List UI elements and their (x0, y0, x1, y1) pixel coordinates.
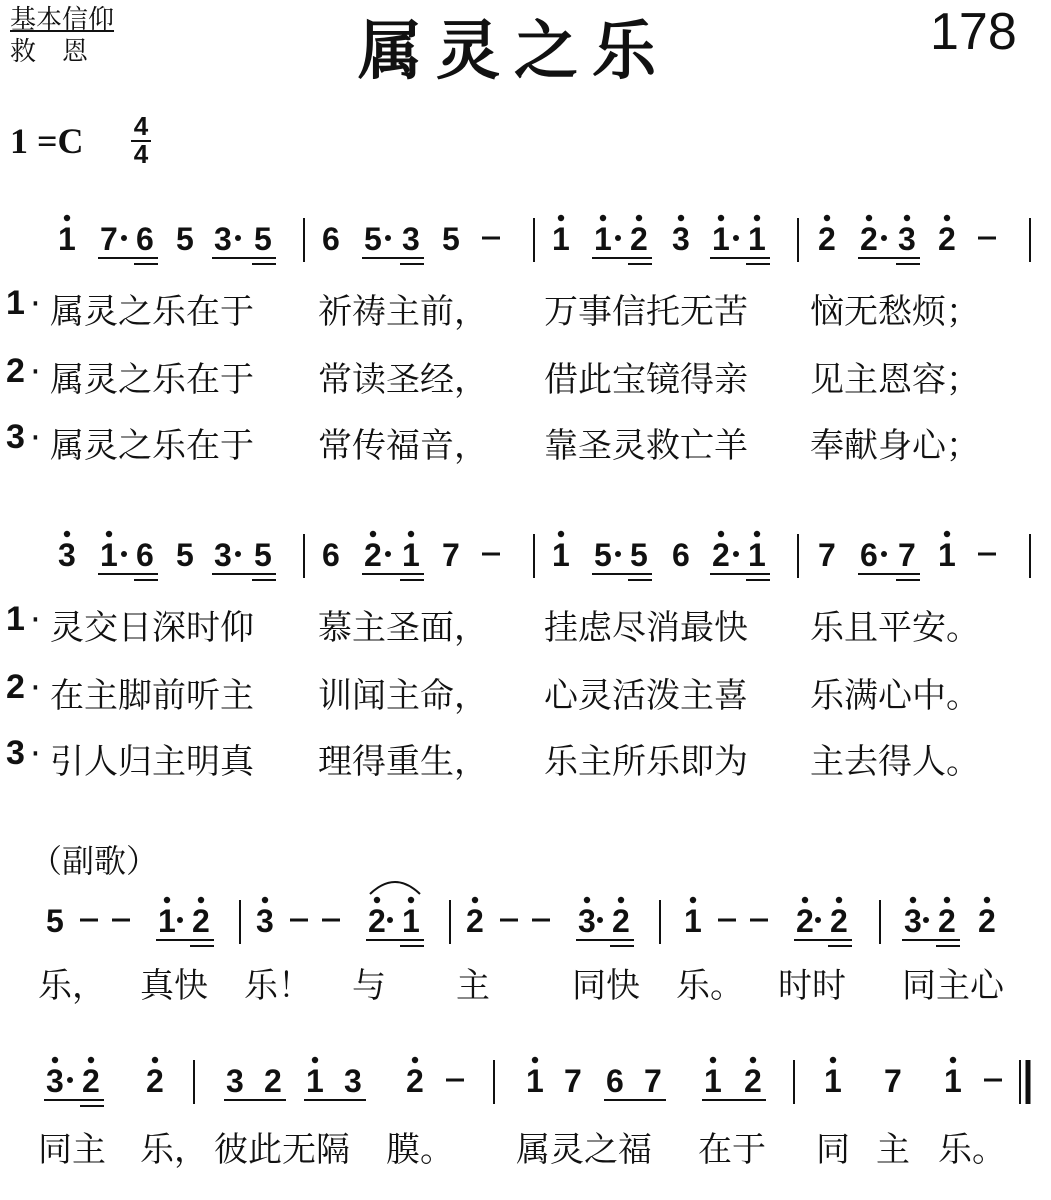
lyric-phrase: 见主恩容； (810, 360, 980, 400)
chorus-lyric: 在于 (698, 1130, 766, 1170)
note: 2 (368, 903, 386, 939)
verse-dot: · (30, 734, 41, 774)
octave-dot (944, 215, 950, 221)
augmentation-dot (733, 235, 739, 241)
lyric-phrase: 在主脚前听主 (50, 676, 254, 716)
verse-number: 3 (6, 418, 25, 456)
note: 3 (58, 537, 76, 573)
chorus-lyric: 主 (876, 1130, 910, 1170)
octave-dot (88, 1057, 94, 1063)
verse-number: 2 (6, 352, 25, 390)
note: 1 (306, 1063, 324, 1099)
note: 7 (100, 221, 118, 257)
octave-dot (750, 1057, 756, 1063)
hymn-number: 178 (930, 3, 1017, 61)
octave-dot (802, 897, 808, 903)
lyric-phrase: 奉献身心； (810, 426, 980, 466)
octave-dot (718, 531, 724, 537)
time-signature-bottom: 4 (133, 139, 149, 169)
lyric-phrase: 心灵活泼主喜 (544, 676, 748, 716)
note: 7 (898, 537, 916, 573)
lyric-phrase: 属灵之乐在于 (50, 292, 254, 332)
chorus-lyric: 同主心 (902, 966, 1004, 1006)
octave-dot (164, 897, 170, 903)
octave-dot (718, 215, 724, 221)
lyric-phrase: 引人归主明真 (50, 742, 254, 782)
octave-dot (950, 1057, 956, 1063)
note: 5 (594, 537, 612, 573)
time-signature-top: 4 (133, 111, 149, 141)
slur (370, 882, 420, 894)
key-signature: 1 =C (10, 121, 84, 161)
note: 6 (322, 221, 340, 257)
octave-dot (754, 531, 760, 537)
augmentation-dot (815, 917, 821, 923)
note: 5 (176, 537, 194, 573)
note: 3 (402, 221, 420, 257)
augmentation-dot (235, 235, 241, 241)
lyric-phrase: 乐且平安。 (810, 608, 980, 648)
note: 7 (818, 537, 836, 573)
chorus-lyric: 与 (352, 966, 386, 1006)
note: 1 (594, 221, 612, 257)
note: 1 (748, 221, 766, 257)
octave-dot (904, 215, 910, 221)
verse-dot: · (30, 284, 41, 324)
note: 2 (978, 903, 996, 939)
octave-dot (984, 897, 990, 903)
note: 5 (442, 221, 460, 257)
chorus-lyric: 膜。 (386, 1130, 454, 1170)
chorus-lyric: 彼此无隔 (214, 1130, 350, 1170)
augmentation-dot (733, 551, 739, 557)
note: 1 (58, 221, 76, 257)
octave-dot (690, 897, 696, 903)
note: 1 (158, 903, 176, 939)
note: 1 (552, 537, 570, 573)
octave-dot (64, 531, 70, 537)
octave-dot (618, 897, 624, 903)
note: 1 (552, 221, 570, 257)
category-label: 基本信仰 (10, 5, 115, 35)
note: 6 (136, 221, 154, 257)
note: 5 (46, 903, 64, 939)
lyric-phrase: 主去得人。 (810, 742, 980, 782)
octave-dot (754, 215, 760, 221)
lyric-phrase: 训闻主命， (318, 676, 488, 716)
octave-dot (944, 531, 950, 537)
verse-number: 1 (6, 600, 25, 638)
lyric-phrase: 靠圣灵救亡羊 (544, 426, 748, 466)
octave-dot (152, 1057, 158, 1063)
octave-dot (106, 531, 112, 537)
note: 1 (824, 1063, 842, 1099)
note: 3 (898, 221, 916, 257)
note: 3 (344, 1063, 362, 1099)
augmentation-dot (615, 551, 621, 557)
augmentation-dot (881, 551, 887, 557)
augmentation-dot (67, 1077, 73, 1083)
note: 2 (466, 903, 484, 939)
octave-dot (370, 531, 376, 537)
octave-dot (408, 531, 414, 537)
note: 2 (264, 1063, 282, 1099)
octave-dot (532, 1057, 538, 1063)
note: 3 (904, 903, 922, 939)
verse-number: 2 (6, 668, 25, 706)
augmentation-dot (235, 551, 241, 557)
note: 3 (672, 221, 690, 257)
note: 6 (860, 537, 878, 573)
note: 2 (630, 221, 648, 257)
note: 2 (612, 903, 630, 939)
chorus-lyric: 同快 (572, 966, 640, 1006)
note: 1 (526, 1063, 544, 1099)
note: 6 (136, 537, 154, 573)
verse-dot: · (30, 352, 41, 392)
chorus-lyric: 同 (816, 1130, 850, 1170)
octave-dot (558, 531, 564, 537)
augmentation-dot (387, 917, 393, 923)
note: 2 (830, 903, 848, 939)
note: 2 (796, 903, 814, 939)
note: 3 (214, 537, 232, 573)
octave-dot (636, 215, 642, 221)
octave-dot (910, 897, 916, 903)
verse-dot: · (30, 418, 41, 458)
augmentation-dot (121, 551, 127, 557)
note: 2 (82, 1063, 100, 1099)
note: 3 (226, 1063, 244, 1099)
note: 5 (364, 221, 382, 257)
octave-dot (558, 215, 564, 221)
note: 2 (860, 221, 878, 257)
octave-dot (262, 897, 268, 903)
chorus-lyric: 主 (456, 966, 490, 1006)
note: 2 (744, 1063, 762, 1099)
octave-dot (472, 897, 478, 903)
chorus-lyric: 乐， (140, 1130, 208, 1170)
lyric-phrase: 灵交日深时仰 (50, 608, 254, 648)
note: 2 (938, 903, 956, 939)
note: 3 (214, 221, 232, 257)
note: 5 (630, 537, 648, 573)
augmentation-dot (615, 235, 621, 241)
octave-dot (600, 215, 606, 221)
chorus-lyric: 真快 (140, 966, 208, 1006)
chorus-lyric: 同主 (38, 1130, 106, 1170)
note: 2 (938, 221, 956, 257)
verse-number: 1 (6, 284, 25, 322)
note: 2 (192, 903, 210, 939)
lyric-phrase: 祈祷主前， (318, 292, 488, 332)
chorus-lyric: 乐。 (676, 966, 744, 1006)
note: 1 (944, 1063, 962, 1099)
octave-dot (824, 215, 830, 221)
note: 7 (564, 1063, 582, 1099)
lyric-phrase: 常读圣经， (318, 360, 488, 400)
note: 3 (256, 903, 274, 939)
verse-dot: · (30, 600, 41, 640)
chorus-lyric: 属灵之福 (516, 1130, 652, 1170)
augmentation-dot (881, 235, 887, 241)
augmentation-dot (385, 235, 391, 241)
note: 1 (938, 537, 956, 573)
note: 1 (748, 537, 766, 573)
chorus-lyric: 时时 (778, 966, 846, 1006)
hymn-title: 属灵之乐 (358, 14, 670, 89)
note: 5 (176, 221, 194, 257)
octave-dot (198, 897, 204, 903)
verse-number: 3 (6, 734, 25, 772)
note: 6 (322, 537, 340, 573)
note: 1 (684, 903, 702, 939)
octave-dot (64, 215, 70, 221)
note: 5 (254, 537, 272, 573)
octave-dot (374, 897, 380, 903)
lyric-phrase: 挂虑尽消最快 (544, 608, 748, 648)
chorus-lyric: 乐。 (938, 1130, 1006, 1170)
augmentation-dot (177, 917, 183, 923)
lyric-phrase: 乐主所乐即为 (544, 742, 748, 782)
octave-dot (678, 215, 684, 221)
note: 7 (644, 1063, 662, 1099)
lyric-phrase: 恼无愁烦； (810, 292, 980, 332)
verse-dot: · (30, 668, 41, 708)
note: 1 (704, 1063, 722, 1099)
note: 2 (818, 221, 836, 257)
note: 1 (100, 537, 118, 573)
chorus-lyric: 乐！ (244, 966, 312, 1006)
octave-dot (866, 215, 872, 221)
note: 1 (402, 537, 420, 573)
subcategory-label: 救 恩 (10, 37, 89, 67)
note: 1 (712, 221, 730, 257)
note: 5 (254, 221, 272, 257)
lyric-phrase: 属灵之乐在于 (50, 360, 254, 400)
note: 1 (402, 903, 420, 939)
note: 7 (442, 537, 460, 573)
octave-dot (312, 1057, 318, 1063)
note: 3 (578, 903, 596, 939)
lyric-phrase: 慕主圣面， (318, 608, 488, 648)
augmentation-dot (385, 551, 391, 557)
octave-dot (944, 897, 950, 903)
lyric-phrase: 借此宝镜得亲 (544, 360, 748, 400)
note: 7 (884, 1063, 902, 1099)
octave-dot (710, 1057, 716, 1063)
note: 2 (364, 537, 382, 573)
lyric-phrase: 属灵之乐在于 (50, 426, 254, 466)
lyric-phrase: 万事信托无苦 (544, 292, 748, 332)
octave-dot (412, 1057, 418, 1063)
octave-dot (584, 897, 590, 903)
chorus-lyric: 乐， (38, 966, 106, 1006)
augmentation-dot (923, 917, 929, 923)
note: 6 (672, 537, 690, 573)
note: 2 (406, 1063, 424, 1099)
octave-dot (830, 1057, 836, 1063)
note: 2 (146, 1063, 164, 1099)
lyric-phrase: 乐满心中。 (810, 676, 980, 716)
octave-dot (52, 1057, 58, 1063)
octave-dot (836, 897, 842, 903)
note: 6 (606, 1063, 624, 1099)
augmentation-dot (597, 917, 603, 923)
note: 2 (712, 537, 730, 573)
chorus-label: （副歌） (30, 842, 159, 880)
lyric-phrase: 常传福音， (318, 426, 488, 466)
lyric-phrase: 理得重生， (318, 742, 488, 782)
note: 3 (46, 1063, 64, 1099)
augmentation-dot (121, 235, 127, 241)
octave-dot (408, 897, 414, 903)
